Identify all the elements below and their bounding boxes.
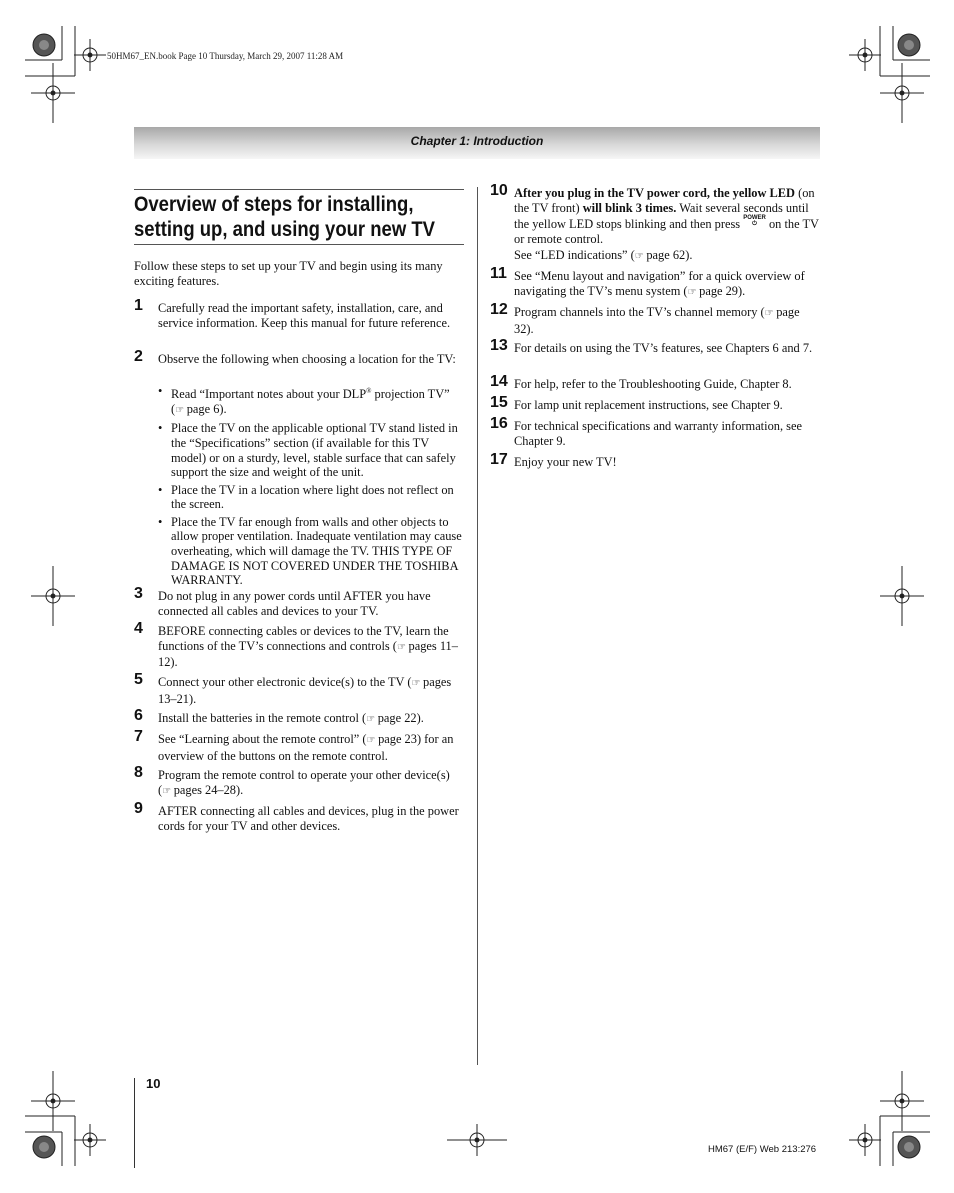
bullet-item: • Read “Important notes about your DLP® projection TV” (☞ page 6). bbox=[158, 384, 450, 416]
bullet-item: • Place the TV on the applicable optional TV stand listed in the “Specifications” section (if available for this TV model) or on a sturdy, level, stable surface that can safely support the size and weight of the unit. bbox=[158, 421, 458, 480]
location-bullets bbox=[158, 384, 463, 588]
step-number: 13 bbox=[490, 337, 508, 354]
step-text: Install the batteries in the remote control (☞ page 22). bbox=[158, 711, 424, 725]
step-number: 6 bbox=[134, 707, 143, 724]
page-title bbox=[134, 192, 464, 242]
step-14 bbox=[490, 373, 820, 392]
page-reference-icon: ☞ bbox=[634, 251, 644, 263]
step-text: Enjoy your new TV! bbox=[514, 455, 617, 469]
step-text: Program channels into the TV’s channel memory (☞ page 32). bbox=[514, 305, 800, 336]
chapter-title: Chapter 1: Introduction bbox=[410, 134, 544, 148]
step-number: 2 bbox=[134, 348, 143, 365]
page-reference-icon: ☞ bbox=[764, 308, 774, 319]
step-5 bbox=[134, 671, 464, 706]
step-number: 7 bbox=[134, 728, 143, 745]
step-8 bbox=[134, 764, 464, 799]
page-reference-icon: ☞ bbox=[396, 641, 406, 653]
intro-paragraph: Follow these steps to set up your TV and begin using its many exciting features. bbox=[134, 259, 443, 288]
step-number: 16 bbox=[490, 415, 508, 432]
step-number: 9 bbox=[134, 800, 143, 817]
chapter-header bbox=[134, 127, 820, 159]
step-number: 17 bbox=[490, 451, 508, 468]
step-text: See “Learning about the remote control” (☞ page 23) for an overview of the buttons on the remote control. bbox=[158, 732, 454, 763]
title-top-rule bbox=[134, 189, 464, 190]
step-number: 14 bbox=[490, 373, 508, 390]
step-number: 1 bbox=[134, 297, 143, 314]
page-number: 10 bbox=[146, 1076, 161, 1091]
step-text: Connect your other electronic device(s) to the TV (☞ pages 13–21). bbox=[158, 675, 452, 706]
step-number: 10 bbox=[490, 182, 508, 199]
page-reference-icon: ☞ bbox=[162, 785, 171, 797]
page-title-line-1: Overview of steps for installing, bbox=[134, 192, 414, 216]
step-see-also: See “LED indications” (☞ page 62). bbox=[514, 248, 693, 263]
step-4 bbox=[134, 620, 464, 670]
power-button-icon: POWER ⏻ bbox=[743, 215, 766, 228]
column-divider bbox=[477, 187, 478, 1065]
step-text: After you plug in the TV power cord, the yellow LED (on the TV front) will blink 3 times. Wait several seconds until the yellow LED stops blinking and then press POWER ⏻ on the TV or remote control. bbox=[514, 186, 819, 246]
step-text: Observe the following when choosing a location for the TV: bbox=[158, 352, 456, 366]
step-10 bbox=[490, 182, 820, 265]
bullet-item: • Place the TV in a location where light does not reflect on the screen. bbox=[158, 482, 454, 512]
page-reference-icon: ☞ bbox=[411, 678, 420, 689]
step-13 bbox=[490, 337, 820, 356]
step-15 bbox=[490, 394, 820, 413]
step-text: Do not plug in any power cords until AFTER you have connected all cables and devices to your TV. bbox=[158, 589, 431, 618]
step-number: 3 bbox=[134, 585, 143, 602]
step-text: For lamp unit replacement instructions, see Chapter 9. bbox=[514, 398, 783, 412]
step-text: Carefully read the important safety, installation, care, and service information. Keep this manual for future reference. bbox=[158, 301, 451, 330]
step-3 bbox=[134, 585, 464, 618]
step-16 bbox=[490, 415, 820, 448]
footer-code: HM67 (E/F) Web 213:276 bbox=[708, 1144, 817, 1155]
step-number: 11 bbox=[490, 265, 507, 282]
print-info: 50HM67_EN.book Page 10 Thursday, March 29, 2007 11:28 AM bbox=[107, 51, 344, 61]
footer-rule bbox=[134, 1078, 135, 1168]
step-17 bbox=[490, 451, 820, 470]
step-text: BEFORE connecting cables or devices to the TV, learn the functions of the TV’s connections and controls (☞ pages 11–12). bbox=[158, 624, 458, 670]
step-text: For help, refer to the Troubleshooting Guide, Chapter 8. bbox=[514, 377, 792, 391]
step-7 bbox=[134, 728, 464, 763]
page-title-line-2: setting up, and using your new TV bbox=[134, 217, 435, 241]
step-1 bbox=[134, 297, 464, 330]
page-reference-icon: ☞ bbox=[366, 735, 375, 746]
step-text: For details on using the TV’s features, see Chapters 6 and 7. bbox=[514, 341, 813, 355]
step-number: 8 bbox=[134, 764, 143, 781]
step-text: Program the remote control to operate your other device(s) (☞ pages 24–28). bbox=[158, 768, 450, 797]
title-bottom-rule bbox=[134, 244, 464, 245]
step-text: AFTER connecting all cables and devices, plug in the power cords for your TV and other devices. bbox=[158, 804, 459, 833]
page-reference-icon: ☞ bbox=[366, 714, 375, 725]
bullet-item: • Place the TV far enough from walls and other objects to allow proper ventilation. Inadequate ventilation may cause overheating, which will damage the TV. THIS TYPE OF DAMAGE IS NOT COVERED UNDER THE TOSHIBA WARRANTY. bbox=[158, 514, 462, 588]
step-2 bbox=[134, 348, 464, 367]
page-reference-icon: ☞ bbox=[687, 286, 697, 298]
step-6 bbox=[134, 707, 464, 728]
step-11 bbox=[490, 265, 820, 300]
step-number: 5 bbox=[134, 671, 143, 688]
step-9 bbox=[134, 800, 464, 833]
step-12 bbox=[490, 301, 820, 336]
page-reference-icon: ☞ bbox=[175, 404, 184, 416]
step-number: 12 bbox=[490, 301, 508, 318]
step-number: 4 bbox=[134, 620, 143, 637]
step-number: 15 bbox=[490, 394, 508, 411]
step-text: See “Menu layout and navigation” for a quick overview of navigating the TV’s menu system (☞ page 29). bbox=[514, 269, 805, 298]
step-text: For technical specifications and warranty information, see Chapter 9. bbox=[514, 419, 802, 448]
